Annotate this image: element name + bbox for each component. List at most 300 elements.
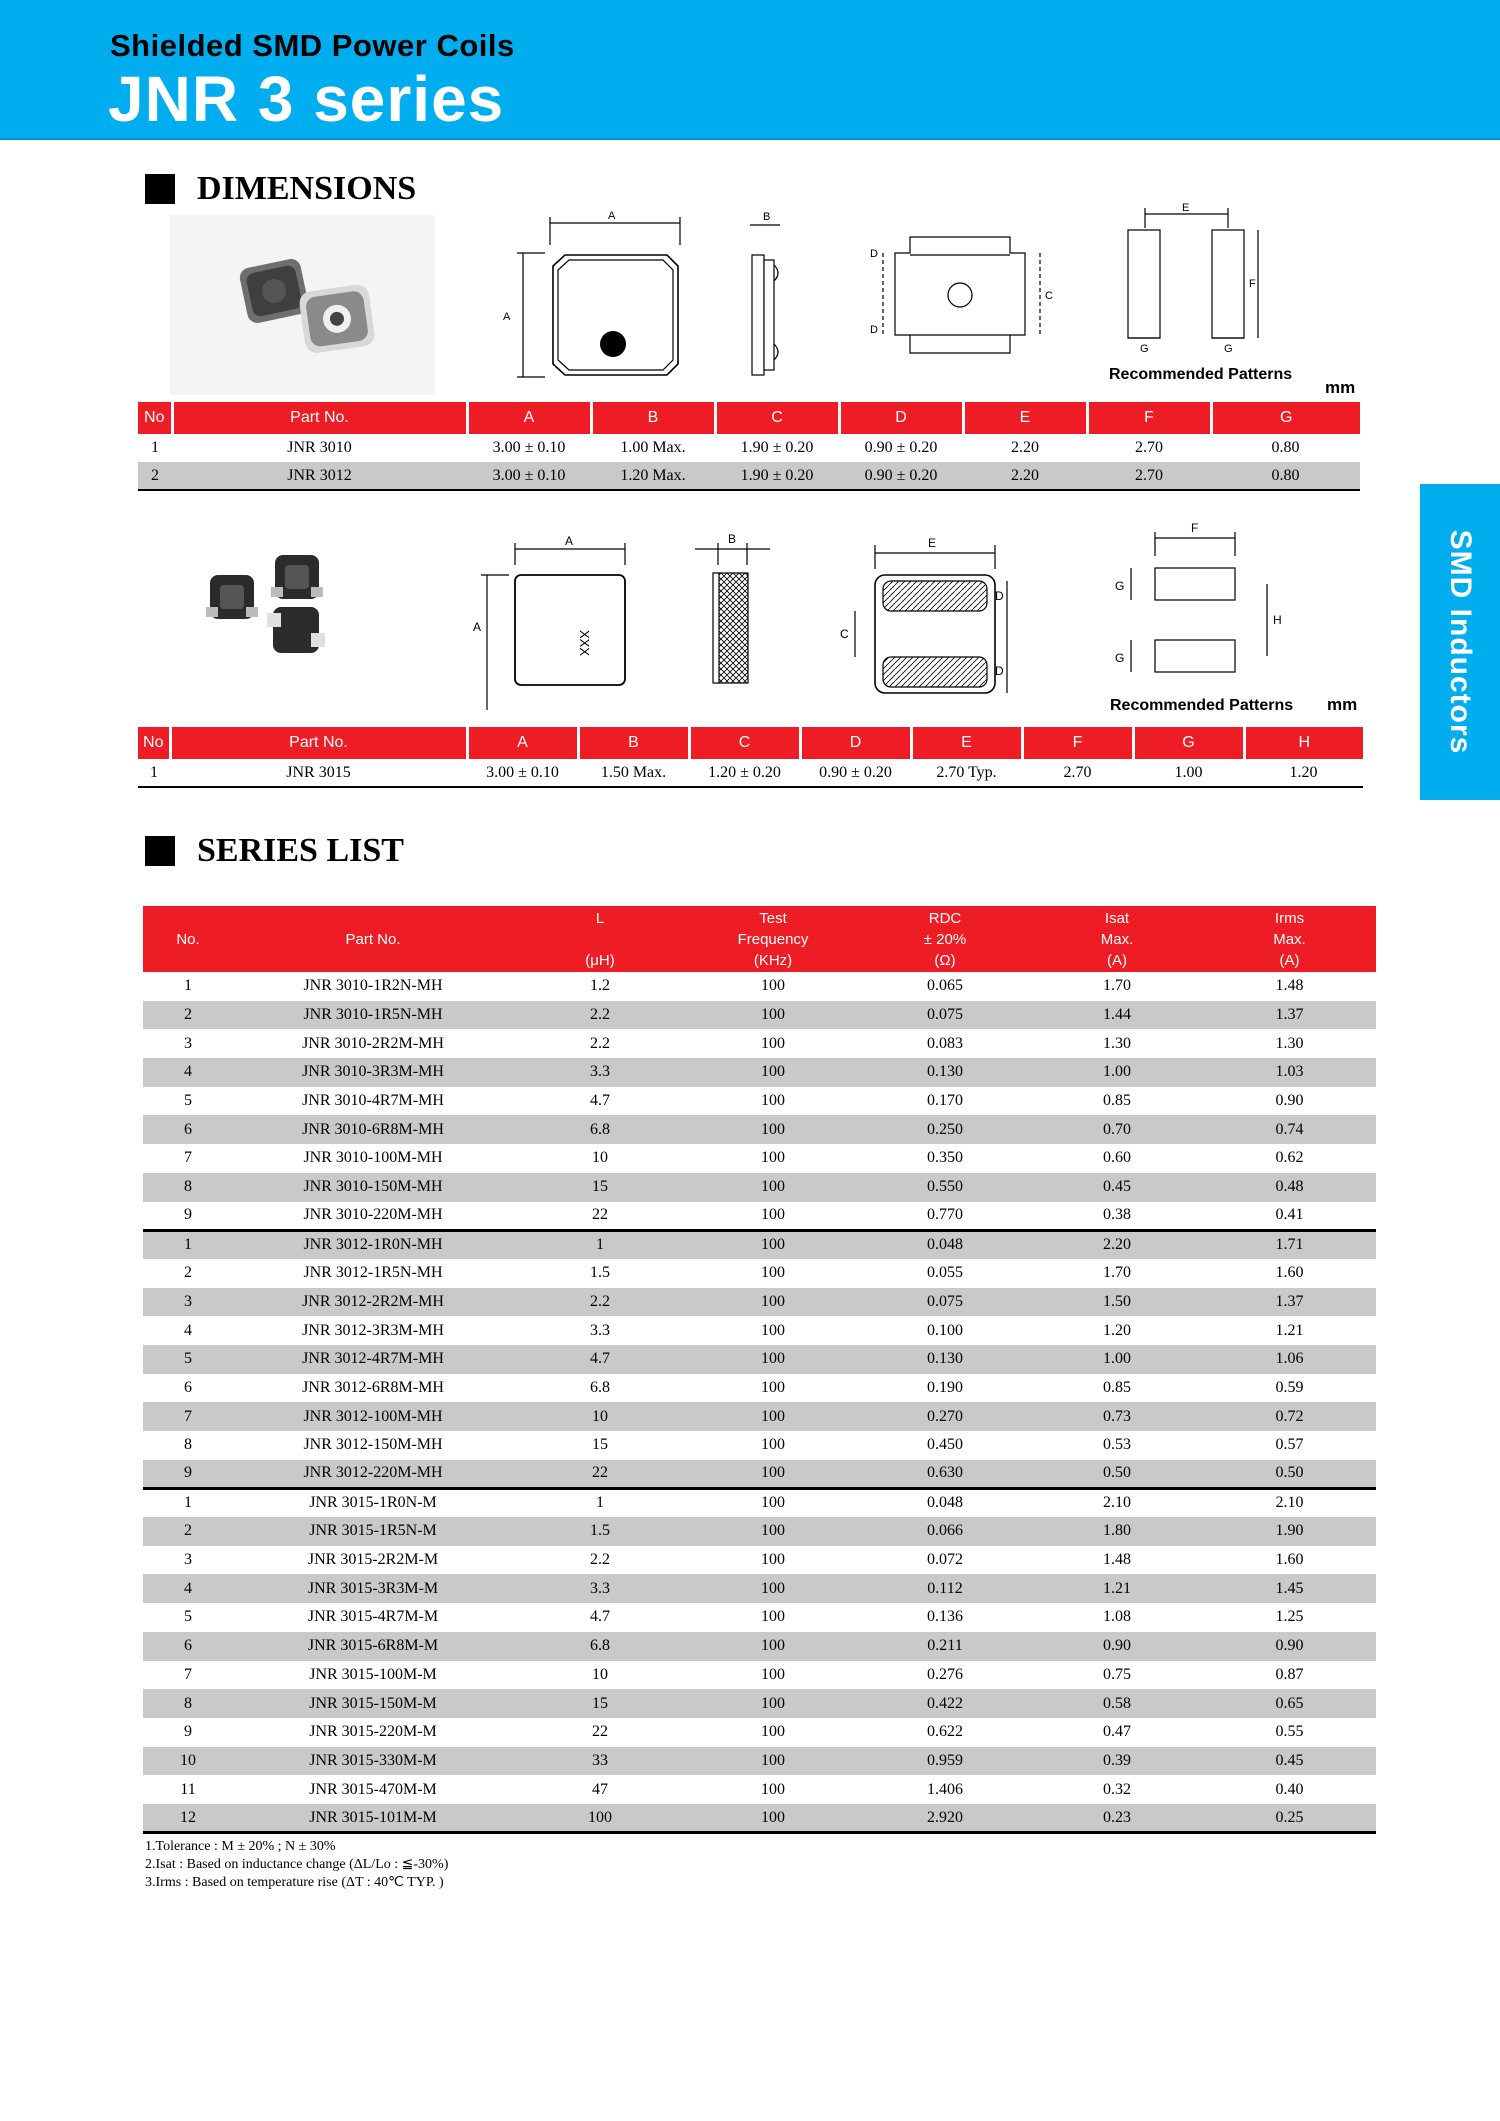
table-cell: 0.57 (1275, 1436, 1304, 1454)
table-cell: 1.60 (1275, 1551, 1304, 1569)
table-cell: 100 (761, 1092, 785, 1110)
table-row (143, 1804, 1376, 1833)
svg-text:D: D (995, 664, 1004, 678)
table-cell: 100 (687, 1402, 859, 1431)
table-cell: 1 (513, 1488, 687, 1517)
table-cell: 1 (143, 1488, 233, 1517)
page-header (0, 0, 1500, 140)
table-cell: 5 (184, 1608, 192, 1626)
table-cell: 100 (761, 1723, 785, 1741)
table-cell: 22 (592, 1723, 608, 1741)
svg-text:B: B (728, 532, 737, 546)
table-cell: 2.20 (963, 462, 1087, 490)
table-cell: 0.550 (859, 1173, 1031, 1202)
table-cell: 0.622 (927, 1723, 963, 1741)
table-cell: JNR 3010-220M-MH (303, 1206, 443, 1224)
table-cell: 100 (761, 1149, 785, 1167)
table-cell: 6 (184, 1378, 192, 1396)
table-cell: 0.41 (1275, 1206, 1304, 1224)
table-cell: JNR 3012 (172, 462, 467, 490)
table-cell: 0.32 (1103, 1780, 1131, 1798)
table-cell: 2.70 Typ. (936, 763, 997, 781)
table-row (143, 1144, 1376, 1173)
drawing-bottom-view-3015 (835, 525, 1015, 715)
table-cell: 6 (143, 1632, 233, 1661)
dimensions-table-2-header (138, 727, 1363, 759)
table-cell: 12 (143, 1804, 233, 1833)
table-cell: 0.23 (1031, 1804, 1203, 1833)
recommended-patterns-label-1: Recommended Patterns (1109, 366, 1293, 383)
table-cell: 9 (184, 1206, 192, 1224)
table-cell: 15 (513, 1689, 687, 1718)
table-cell: JNR 3012-150M-MH (303, 1436, 443, 1454)
table-cell: 7 (184, 1665, 192, 1683)
table-cell: 100 (687, 1173, 859, 1202)
table-cell: 100 (687, 1488, 859, 1517)
table-cell: 0.066 (859, 1517, 1031, 1546)
table-row (143, 1574, 1376, 1603)
table-cell: 1 (184, 977, 192, 995)
table-cell: 1.20 (1103, 1321, 1131, 1339)
table-cell: JNR 3015-220M-M (309, 1723, 437, 1741)
table-cell: 0.211 (859, 1632, 1031, 1661)
dimensions-heading (145, 170, 416, 208)
table-cell: 1.30 (1275, 1034, 1304, 1052)
table-cell: 100 (761, 1551, 785, 1569)
table-cell: JNR 3012-220M-MH (233, 1460, 513, 1489)
table-cell: 3.00 ± 0.10 (467, 462, 591, 490)
table-cell: 5 (143, 1345, 233, 1374)
col-header-no: No. (143, 906, 233, 972)
svg-text:G: G (1115, 579, 1125, 593)
table-row (143, 1661, 1376, 1690)
table-cell: JNR 3015-1R5N-M (233, 1517, 513, 1546)
table-cell: 0.50 (1203, 1460, 1376, 1489)
svg-text:E: E (928, 536, 937, 550)
table-cell: JNR 3012-2R2M-MH (233, 1288, 513, 1317)
col-header: D (800, 727, 911, 759)
table-cell: JNR 3010-1R2N-MH (303, 977, 443, 995)
svg-text:F: F (1249, 278, 1256, 290)
table-cell: 47 (592, 1780, 608, 1798)
table-cell: 1.37 (1203, 1001, 1376, 1030)
table-cell: 1.08 (1103, 1608, 1131, 1626)
col-header: F (1087, 402, 1211, 434)
table-cell: 7 (184, 1149, 192, 1167)
table-cell: 2 (143, 1001, 233, 1030)
table-cell: 0.075 (859, 1288, 1031, 1317)
table-row (143, 1517, 1376, 1546)
table-cell: 2 (138, 462, 172, 490)
col-header: G (1133, 727, 1244, 759)
table-cell: 0.90 ± 0.20 (864, 439, 938, 456)
table-cell: 4 (184, 1321, 192, 1339)
col-header: Part No. (172, 402, 467, 434)
table-cell: 0.60 (1103, 1149, 1131, 1167)
table-cell: 2 (184, 1264, 192, 1282)
table-cell: 1.90 (1203, 1517, 1376, 1546)
svg-text:D: D (995, 589, 1004, 603)
table-cell: 1.30 (1103, 1034, 1131, 1052)
table-cell: 100 (513, 1804, 687, 1833)
table-cell: 100 (761, 1780, 785, 1798)
table-row (143, 1058, 1376, 1087)
footnotes (145, 1838, 448, 1892)
table-cell: 2.10 (1031, 1488, 1203, 1517)
table-row (143, 1316, 1376, 1345)
table-cell: JNR 3012-3R3M-MH (302, 1321, 444, 1339)
table-cell: 1.21 (1275, 1321, 1304, 1339)
table-cell: 0.65 (1203, 1689, 1376, 1718)
table-cell: 100 (687, 1001, 859, 1030)
table-cell: 0.065 (927, 977, 963, 995)
table-cell: 0.47 (1103, 1723, 1131, 1741)
table-cell: 3 (184, 1034, 192, 1052)
table-cell: 2.20 (1031, 1230, 1203, 1259)
table-cell: 0.80 (1211, 462, 1360, 490)
table-cell: 0.450 (927, 1436, 963, 1454)
table-cell: JNR 3015-330M-M (233, 1747, 513, 1776)
side-tab-label: SMD Inductors (1444, 529, 1477, 755)
svg-text:B: B (763, 211, 771, 223)
table-cell: 0.85 (1103, 1092, 1131, 1110)
table-cell: JNR 3010-3R3M-MH (233, 1058, 513, 1087)
unit-label-1: mm (1325, 378, 1356, 397)
table-cell: 0.190 (927, 1378, 963, 1396)
col-header: No (138, 402, 172, 434)
table-cell: 100 (761, 977, 785, 995)
table-cell: 5 (184, 1092, 192, 1110)
table-cell: 6.8 (513, 1115, 687, 1144)
table-cell: 1.406 (927, 1780, 963, 1798)
table-cell: 0.083 (927, 1034, 963, 1052)
series-list-heading (145, 832, 404, 870)
table-cell: 100 (687, 1747, 859, 1776)
table-cell: 0.276 (927, 1665, 963, 1683)
table-cell: 0.74 (1203, 1115, 1376, 1144)
heading-bullet-icon (145, 174, 175, 204)
table-cell: 0.90 (1031, 1632, 1203, 1661)
table-cell: 1.00 (1174, 763, 1203, 781)
table-cell: 0.072 (927, 1551, 963, 1569)
table-row (143, 1603, 1376, 1632)
table-cell: 1.70 (1103, 977, 1131, 995)
table-cell: 0.270 (859, 1402, 1031, 1431)
table-cell: JNR 3015-2R2M-M (307, 1551, 439, 1569)
table-cell: 0.80 (1271, 439, 1300, 456)
svg-text:D: D (870, 248, 878, 260)
table-cell: 1.20 (1289, 763, 1318, 781)
svg-text:C: C (1045, 290, 1053, 302)
table-cell: 22 (513, 1460, 687, 1489)
table-row (143, 1431, 1376, 1460)
table-cell: 100 (687, 1460, 859, 1489)
table-cell: 100 (761, 1264, 785, 1282)
table-cell: 100 (687, 1517, 859, 1546)
table-cell: 1.2 (590, 977, 610, 995)
table-cell: 1.44 (1031, 1001, 1203, 1030)
table-cell: 1 (150, 763, 158, 781)
table-cell: 1.03 (1203, 1058, 1376, 1087)
table-cell: 0.25 (1203, 1804, 1376, 1833)
table-cell: 100 (761, 1034, 785, 1052)
table-cell: 0.87 (1275, 1665, 1304, 1683)
table-cell: JNR 3015-1R0N-M (233, 1488, 513, 1517)
table-row (143, 1345, 1376, 1374)
table-row (143, 1115, 1376, 1144)
table-cell: 2.2 (513, 1288, 687, 1317)
svg-text:C: C (840, 627, 849, 641)
col-header: E (963, 402, 1087, 434)
svg-text:G: G (1224, 343, 1233, 355)
table-cell: 100 (687, 1689, 859, 1718)
table-cell: 1.48 (1103, 1551, 1131, 1569)
col-header: F (1022, 727, 1133, 759)
svg-text:H: H (1273, 613, 1282, 627)
table-cell: JNR 3012-1R5N-MH (303, 1264, 443, 1282)
table-cell: 1.50 (1031, 1288, 1203, 1317)
table-cell: 0.45 (1203, 1747, 1376, 1776)
table-cell: 0.90 ± 0.20 (819, 763, 892, 781)
product-photo-3015 (195, 545, 345, 665)
dimensions-heading-label: DIMENSIONS (197, 170, 417, 207)
dimensions-table-1-header (138, 402, 1360, 434)
table-cell: 100 (687, 1345, 859, 1374)
table-cell: 0.72 (1203, 1402, 1376, 1431)
table-cell: 0.45 (1031, 1173, 1203, 1202)
table-cell: 1 (143, 1230, 233, 1259)
table-cell: 33 (513, 1747, 687, 1776)
table-cell: 0.250 (859, 1115, 1031, 1144)
table-cell: 0.048 (859, 1488, 1031, 1517)
table-cell: 1.25 (1275, 1608, 1304, 1626)
table-cell: 0.130 (859, 1058, 1031, 1087)
product-photo-3010 (170, 215, 435, 395)
heading-bullet-icon (145, 836, 175, 866)
table-cell: 4 (143, 1058, 233, 1087)
table-cell: JNR 3010-4R7M-MH (302, 1092, 444, 1110)
table-cell: 0.58 (1031, 1689, 1203, 1718)
table-cell: JNR 3010-6R8M-MH (233, 1115, 513, 1144)
table-row (143, 1488, 1376, 1517)
table-cell: 0.055 (927, 1264, 963, 1282)
table-cell: 10 (592, 1665, 608, 1683)
table-cell: 1.37 (1203, 1288, 1376, 1317)
table-cell: 2.2 (590, 1551, 610, 1569)
drawing-top-view-3015 (465, 525, 655, 715)
table-cell: JNR 3010 (287, 439, 352, 456)
col-header: D (839, 402, 963, 434)
side-tab (1420, 484, 1500, 800)
table-cell: JNR 3010-1R5N-MH (233, 1001, 513, 1030)
table-cell: 100 (687, 1230, 859, 1259)
series-list-table (143, 906, 1376, 1834)
series-list-heading-label: SERIES LIST (197, 832, 404, 869)
footnote: 2.Isat : Based on inductance change (ΔL/Lo : ≦-30%) (145, 1857, 449, 1872)
table-row (143, 1632, 1376, 1661)
table-cell: 0.136 (927, 1608, 963, 1626)
table-row (143, 1259, 1376, 1288)
table-cell: 0.90 (1203, 1632, 1376, 1661)
col-header-inductance: L (μH) (513, 906, 687, 972)
table-cell: 1.00 (1031, 1345, 1203, 1374)
table-cell: 1.00 (1031, 1058, 1203, 1087)
table-cell: 4.7 (513, 1345, 687, 1374)
table-cell: 3.00 ± 0.10 (492, 439, 566, 456)
table-cell: 0.55 (1275, 1723, 1304, 1741)
table-cell: 1.20 ± 0.20 (708, 763, 781, 781)
drawing-pattern-3010 (1110, 200, 1270, 360)
table-cell: 2.920 (859, 1804, 1031, 1833)
table-row (143, 972, 1376, 1001)
table-cell: 10 (592, 1149, 608, 1167)
table-cell: 100 (761, 1378, 785, 1396)
table-row (138, 462, 1360, 490)
col-header: B (591, 402, 715, 434)
table-cell: 1 (151, 439, 159, 456)
table-cell: JNR 3010-150M-MH (233, 1173, 513, 1202)
table-cell: JNR 3010-2R2M-MH (302, 1034, 444, 1052)
table-cell: 1.71 (1203, 1230, 1376, 1259)
table-cell: 1.5 (513, 1517, 687, 1546)
col-header: Part No. (170, 727, 467, 759)
table-cell: JNR 3012-6R8M-MH (302, 1378, 444, 1396)
table-cell: 100 (761, 1436, 785, 1454)
table-cell: 100 (761, 1608, 785, 1626)
table-cell: 15 (592, 1436, 608, 1454)
footnote: 1.Tolerance : M ± 20% ; N ± 30% (145, 1839, 336, 1854)
table-cell: 2.2 (590, 1034, 610, 1052)
table-cell: 0.112 (859, 1574, 1031, 1603)
table-cell: 1.90 ± 0.20 (740, 439, 814, 456)
table-cell: 0.350 (927, 1149, 963, 1167)
table-cell: JNR 3010-100M-MH (303, 1149, 443, 1167)
table-cell: JNR 3015-101M-M (233, 1804, 513, 1833)
col-header: C (689, 727, 800, 759)
col-header: A (467, 727, 578, 759)
table-row (143, 1288, 1376, 1317)
table-cell: 100 (687, 1574, 859, 1603)
table-cell: 2.70 (1087, 462, 1211, 490)
table-row (143, 1460, 1376, 1489)
col-header: A (467, 402, 591, 434)
table-cell: 100 (687, 1288, 859, 1317)
table-cell: 2.20 (1011, 439, 1039, 456)
svg-text:G: G (1115, 651, 1125, 665)
table-cell: 100 (687, 1058, 859, 1087)
drawing-top-view-3010 (495, 205, 695, 390)
table-cell: 2.2 (513, 1001, 687, 1030)
table-cell: 0.62 (1275, 1149, 1304, 1167)
col-header: E (911, 727, 1022, 759)
table-cell: 1.80 (1031, 1517, 1203, 1546)
table-cell: 0.39 (1031, 1747, 1203, 1776)
table-cell: 100 (687, 1632, 859, 1661)
drawing-pattern-3015 (1105, 520, 1295, 700)
table-row (143, 1173, 1376, 1202)
col-header-irms: Irms Max. (A) (1203, 906, 1376, 972)
table-cell: JNR 3015-3R3M-M (233, 1574, 513, 1603)
table-cell: 4.7 (590, 1092, 610, 1110)
table-cell: 0.53 (1103, 1436, 1131, 1454)
table-row (138, 434, 1360, 462)
col-header-test-frequency: Test Frequency (KHz) (687, 906, 859, 972)
table-cell: 1.20 Max. (591, 462, 715, 490)
table-row (143, 1230, 1376, 1259)
svg-text:F: F (1191, 521, 1199, 535)
table-cell: 0.90 ± 0.20 (839, 462, 963, 490)
series-table-header (143, 906, 1376, 972)
table-cell: 100 (761, 1206, 785, 1224)
table-cell: JNR 3015-100M-M (309, 1665, 437, 1683)
table-cell: 3 (184, 1551, 192, 1569)
svg-text:E: E (1182, 202, 1190, 214)
table-cell: 0.70 (1031, 1115, 1203, 1144)
table-cell: 1.48 (1275, 977, 1304, 995)
recommended-patterns-label-2: Recommended Patterns (1110, 697, 1294, 714)
table-cell: 0.75 (1103, 1665, 1131, 1683)
col-header: H (1244, 727, 1363, 759)
table-row (143, 1689, 1376, 1718)
table-cell: 0.85 (1103, 1378, 1131, 1396)
table-cell: 3.3 (513, 1058, 687, 1087)
table-cell: 0.130 (859, 1345, 1031, 1374)
table-row (143, 1747, 1376, 1776)
footnote: 3.Irms : Based on temperature rise (ΔT : 40℃ TYP. ) (145, 1875, 444, 1890)
table-row (143, 1029, 1376, 1058)
unit-label-2: mm (1327, 695, 1358, 714)
col-header: No (138, 727, 170, 759)
table-cell: 0.075 (859, 1001, 1031, 1030)
table-cell: 7 (143, 1402, 233, 1431)
table-cell: JNR 3015-150M-M (233, 1689, 513, 1718)
table-cell: 0.048 (859, 1230, 1031, 1259)
table-cell: 100 (761, 1665, 785, 1683)
table-cell: JNR 3012-100M-MH (233, 1402, 513, 1431)
table-cell: 100 (761, 1321, 785, 1339)
table-cell: 3 (143, 1288, 233, 1317)
drawing-bottom-view-3010 (865, 225, 1065, 370)
table-cell: 8 (143, 1173, 233, 1202)
table-cell: 6.8 (513, 1632, 687, 1661)
table-cell: 6 (143, 1115, 233, 1144)
table-cell: 0.50 (1031, 1460, 1203, 1489)
table-cell: 0.40 (1275, 1780, 1304, 1798)
table-cell: 1.90 ± 0.20 (715, 462, 839, 490)
table-cell: 9 (143, 1460, 233, 1489)
col-header: B (578, 727, 689, 759)
table-row (143, 1546, 1376, 1575)
table-cell: 1.45 (1203, 1574, 1376, 1603)
table-cell: 10 (143, 1747, 233, 1776)
page-title: JNR 3 series (108, 63, 505, 135)
col-header-rdc: RDC ± 20% (Ω) (859, 906, 1031, 972)
table-row (143, 1001, 1376, 1030)
table-row (143, 1718, 1376, 1747)
table-cell: JNR 3015-4R7M-M (307, 1608, 439, 1626)
table-cell: 0.770 (927, 1206, 963, 1224)
table-row (143, 1202, 1376, 1231)
table-cell: 0.90 (1275, 1092, 1304, 1110)
table-cell: 1.06 (1203, 1345, 1376, 1374)
marking-text: XXX (577, 630, 592, 657)
table-cell: 2 (143, 1517, 233, 1546)
table-cell: 11 (180, 1780, 196, 1798)
drawing-side-view-3015 (685, 525, 780, 710)
table-cell: 4.7 (590, 1608, 610, 1626)
table-cell: 0.38 (1103, 1206, 1131, 1224)
table-cell: 0.100 (927, 1321, 963, 1339)
